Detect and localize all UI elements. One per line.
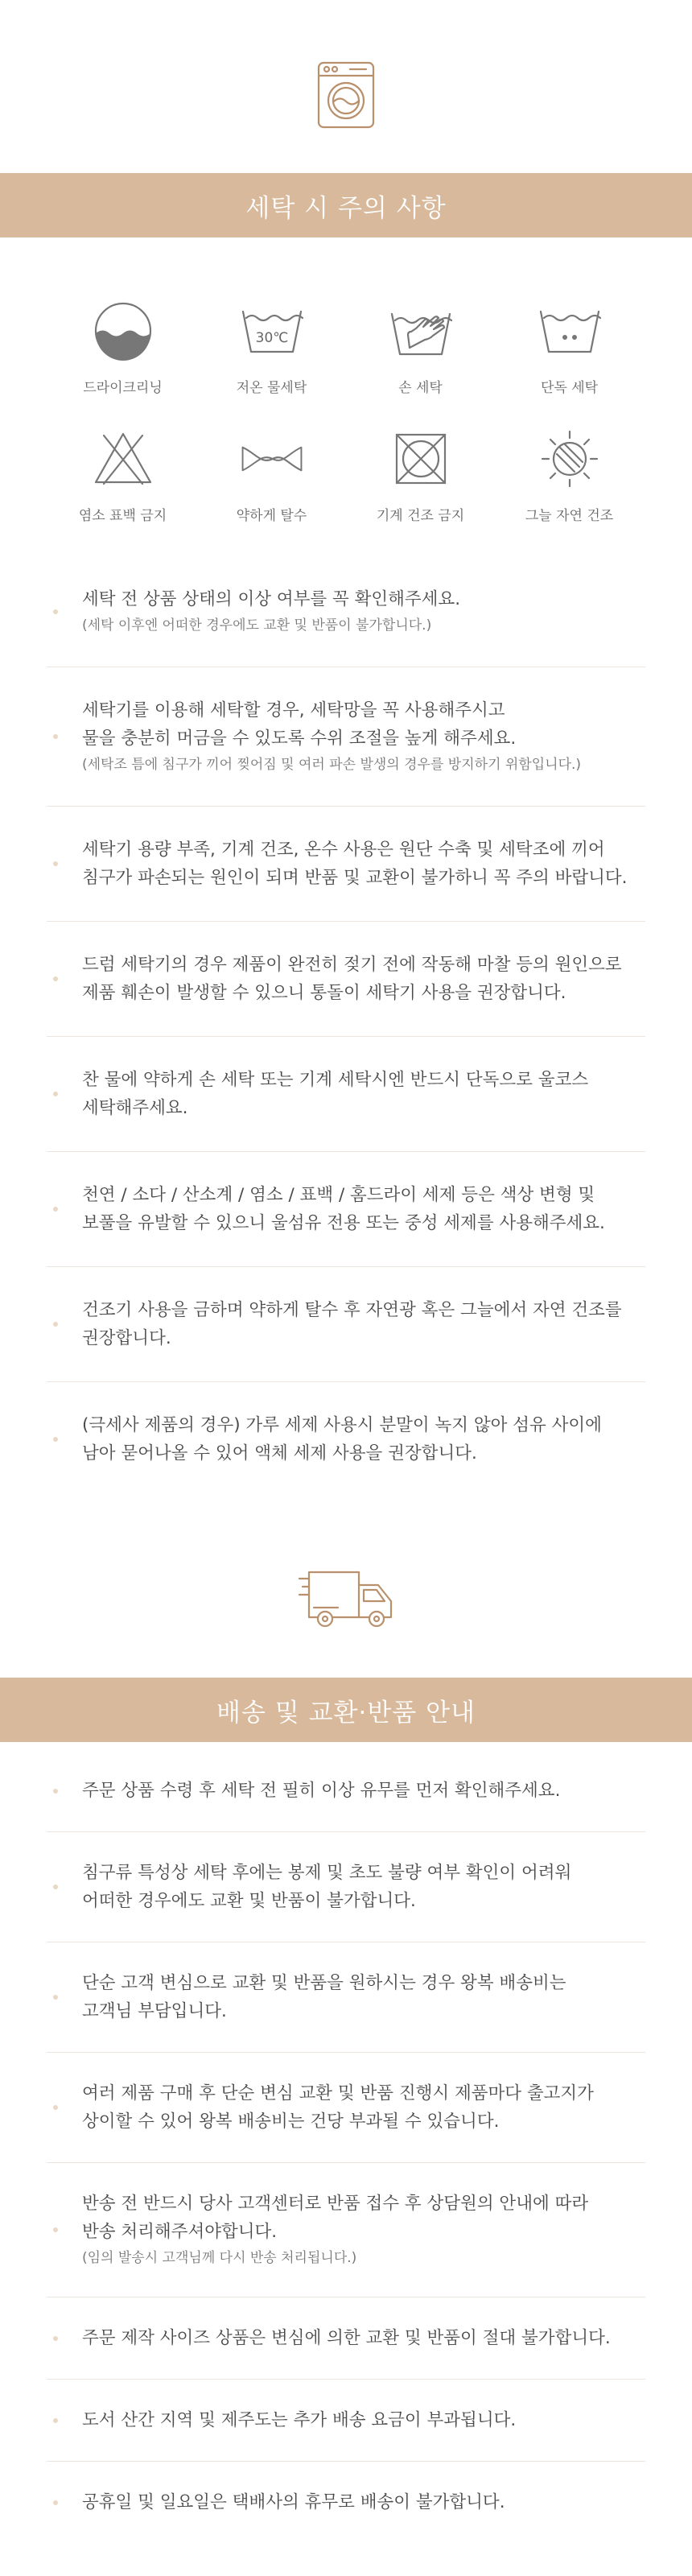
symbol-label: 그늘 자연 건조	[525, 508, 614, 524]
shade-dry-icon	[539, 428, 600, 489]
gentle-wring-icon	[240, 441, 304, 477]
wash-separately-icon	[538, 307, 602, 355]
symbol-label: 약하게 탈수	[236, 508, 307, 524]
bullet-dot	[53, 976, 58, 981]
bullet-dot	[53, 1789, 58, 1794]
delivery-truck-icon	[298, 1567, 394, 1632]
list-item	[47, 2297, 645, 2380]
notice-text: 세탁 전 상품 상태의 이상 여부를 꼭 확인해주세요.	[82, 589, 461, 609]
symbol-label: 손 세탁	[398, 380, 443, 396]
delivery-truck-icon-area	[0, 1496, 692, 1678]
list-item	[47, 667, 645, 807]
symbol-hand-wash	[346, 299, 495, 396]
list-item	[47, 1750, 645, 1832]
notice-text: 주문 제작 사이즈 상품은 변심에 의한 교환 및 반품이 절대 불가합니다.	[82, 2328, 611, 2348]
symbol-label: 드라이크리닝	[83, 380, 163, 396]
care-notice-list	[47, 556, 645, 1496]
symbol-no-tumble-dry	[346, 427, 495, 524]
notice-subtext: (세탁 이후엔 어떠한 경우에도 교환 및 반품이 불가합니다.)	[82, 617, 432, 634]
bullet-dot	[53, 1995, 58, 2000]
list-item	[47, 922, 645, 1037]
bullet-dot	[53, 861, 58, 866]
symbol-gentle-wring	[197, 427, 346, 524]
notice-subtext: (세탁조 틈에 침구가 끼어 찢어짐 및 여러 파손 발생의 경우를 방지하기 위함입니다.)	[82, 757, 582, 773]
no-tumble-dry-icon	[393, 431, 448, 486]
notice-text: 단순 고객 변심으로 교환 및 반품을 원하시는 경우 왕복 배송비는 고객님 부담입니다.	[82, 1973, 566, 2021]
hand-wash-icon	[389, 304, 453, 357]
symbol-wash-separately	[495, 299, 644, 396]
bullet-dot	[53, 2227, 58, 2232]
notice-text: (극세사 제품의 경우) 가루 세제 사용시 분말이 녹지 않아 섬유 사이에 남아 묻어나올 수 있어 액체 세제 사용을 권장합니다.	[82, 1415, 602, 1463]
symbol-no-bleach	[48, 427, 197, 524]
notice-text: 도서 산간 지역 및 제주도는 추가 배송 요금이 부과됩니다.	[82, 2410, 517, 2430]
symbol-label: 기계 건조 금지	[376, 508, 465, 524]
bullet-dot	[53, 2500, 58, 2505]
symbol-shade-dry	[495, 427, 644, 524]
symbol-wash-30	[197, 299, 346, 396]
dry-clean-icon	[93, 301, 153, 361]
list-item	[47, 2462, 645, 2543]
symbol-label: 저온 물세탁	[236, 380, 307, 396]
bullet-dot	[53, 609, 58, 614]
wash-30c-icon	[240, 307, 304, 355]
list-item	[47, 2380, 645, 2462]
no-bleach-icon	[93, 431, 154, 487]
washing-machine-icon	[316, 60, 376, 130]
notice-text: 여러 제품 구매 후 단순 변심 교환 및 반품 진행시 제품마다 출고지가 상이할 수 있어 왕복 배송비는 건당 부과될 수 있습니다.	[82, 2083, 594, 2132]
bullet-dot	[53, 1437, 58, 1442]
list-item	[47, 1942, 645, 2053]
bullet-dot	[53, 2418, 58, 2423]
notice-text: 공휴일 및 일요일은 택배사의 휴무로 배송이 불가합니다.	[82, 2492, 505, 2512]
list-item	[47, 1382, 645, 1496]
bullet-dot	[53, 2336, 58, 2341]
shipping-section-title: 배송 및 교환·반품 안내	[0, 1678, 692, 1742]
notice-text: 세탁기 용량 부족, 기계 건조, 온수 사용은 원단 수축 및 세탁조에 끼어 침구가 파손되는 원인이 되며 반품 및 교환이 불가하니 꼭 주의 바랍니다.	[82, 840, 628, 888]
bullet-dot	[53, 1322, 58, 1327]
notice-text: 침구류 특성상 세탁 후에는 봉제 및 초도 불량 여부 확인이 어려워 어떠한 경우에도 교환 및 반품이 불가합니다.	[82, 1863, 572, 1911]
notice-text: 반송 전 반드시 당사 고객센터로 반품 접수 후 상담원의 안내에 따라 반송 처리해주셔야합니다.	[82, 2194, 589, 2242]
list-item	[47, 807, 645, 922]
bullet-dot	[53, 1885, 58, 1889]
list-item	[47, 1037, 645, 1152]
symbol-label: 염소 표백 금지	[78, 508, 167, 524]
list-item	[47, 1832, 645, 1942]
bullet-dot	[53, 2105, 58, 2110]
notice-text: 주문 상품 수령 후 세탁 전 필히 이상 유무를 먼저 확인해주세요.	[82, 1781, 561, 1801]
list-item	[47, 2053, 645, 2163]
list-item	[47, 1152, 645, 1267]
bullet-dot	[53, 1207, 58, 1212]
notice-text: 세탁기를 이용해 세탁할 경우, 세탁망을 꼭 사용해주시고 물을 충분히 머금을 수 있도록 수위 조절을 높게 해주세요.	[82, 700, 517, 749]
notice-text: 천연 / 소다 / 산소계 / 염소 / 표백 / 홈드라이 세제 등은 색상 변형 및 보풀을 유발할 수 있으니 울섬유 전용 또는 중성 세제를 사용해주세요.	[82, 1185, 605, 1233]
wash-temperature: 30℃	[255, 330, 288, 346]
notice-text: 드럼 세탁기의 경우 제품이 완전히 젖기 전에 작동해 마찰 등의 원인으로 제품 훼손이 발생할 수 있으니 통돌이 세탁기 사용을 권장합니다.	[82, 955, 622, 1003]
notice-text: 건조기 사용을 금하며 약하게 탈수 후 자연광 혹은 그늘에서 자연 건조를 권장합니다.	[82, 1300, 622, 1348]
list-item	[47, 556, 645, 667]
care-symbols-grid	[0, 237, 692, 556]
shipping-notice-list	[47, 1750, 645, 2543]
bullet-dot	[53, 1092, 58, 1096]
care-section-title: 세탁 시 주의 사항	[0, 173, 692, 237]
list-item	[47, 1267, 645, 1382]
bullet-dot	[53, 734, 58, 739]
symbol-dry-clean	[48, 299, 197, 396]
washing-machine-icon-area	[0, 0, 692, 173]
symbol-label: 단독 세탁	[540, 380, 599, 396]
notice-text: 찬 물에 약하게 손 세탁 또는 기계 세탁시엔 반드시 단독으로 울코스 세탁해주세요.	[82, 1070, 589, 1118]
notice-subtext: (임의 발송시 고객님께 다시 반송 처리됩니다.)	[82, 2250, 357, 2266]
list-item	[47, 2163, 645, 2297]
